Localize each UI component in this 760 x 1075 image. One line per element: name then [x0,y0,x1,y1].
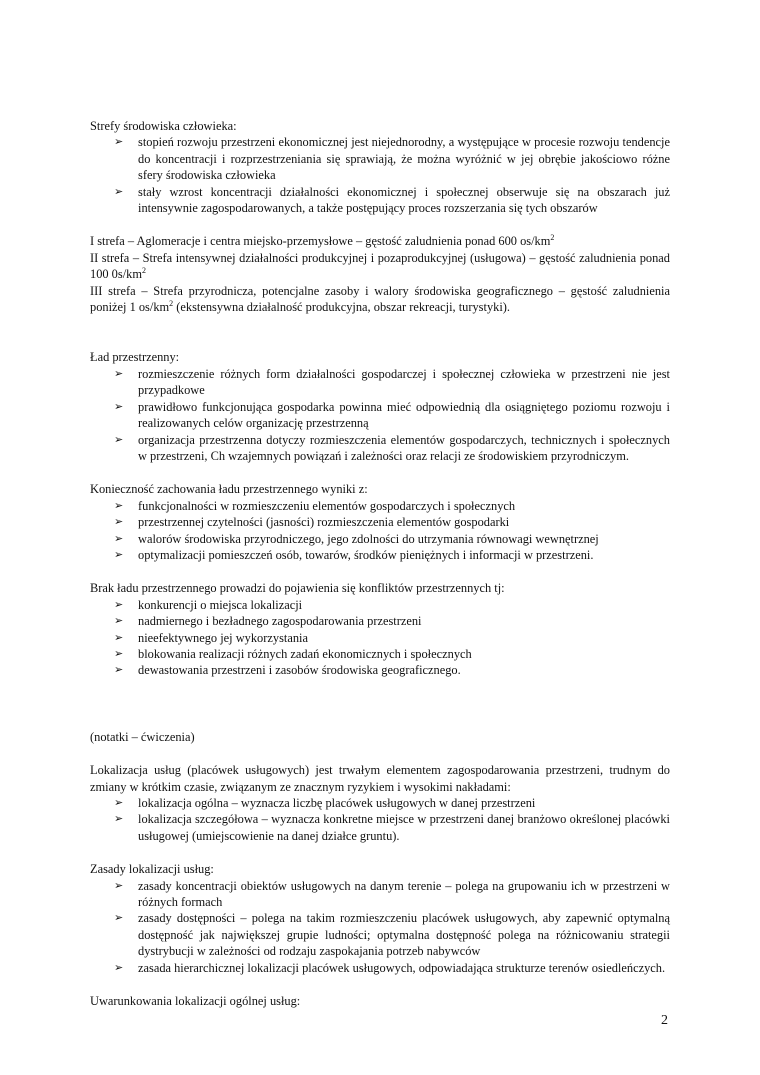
arrow-bullet-icon: ➢ [114,531,124,545]
list-item: ➢ prawidłowo funkcjonująca gospodarka powinna mieć odpowiednią dla osiągniętego poziomu rozwoju i realizowanych celów organizację przestrzenną [114,399,670,431]
arrow-bullet-icon: ➢ [114,498,124,512]
arrow-bullet-icon: ➢ [114,135,124,149]
list-item: ➢ zasada hierarchicznej lokalizacji placówek usługowych, odpowiadająca strukturze terenów osiedleńczych. [114,960,666,975]
arrow-bullet-icon: ➢ [114,663,124,677]
list-item: ➢ blokowania realizacji różnych zadań ekonomicznych i społecznych [114,646,472,661]
list-item: ➢ lokalizacja ogólna – wyznacza liczbę placówek usługowych w danej przestrzeni [114,796,536,810]
list-item: ➢ funkcjonalności w rozmieszczeniu elementów gospodarczych i społecznych [114,498,516,513]
section-heading-strefy: Strefy środowiska człowieka: [90,119,237,133]
arrow-bullet-icon: ➢ [114,614,124,628]
list-item: ➢ lokalizacja szczegółowa – wyznacza konkretne miejsce w przestrzeni danej branżowo określonej placówki usługowej (umiejscowienie na danej działce gruntu). [114,812,670,843]
list-item: ➢ optymalizacji pomieszczeń osób, towarów, środków pieniężnych i informacji w przestrzeni. [114,547,594,562]
section-heading-koniecznosc: Konieczność zachowania ładu przestrzennego wyniki z: [90,482,368,497]
list-zasady [90,878,670,976]
section-heading-uwarunkowania: Uwarunkowania lokalizacji ogólnej usług: [90,994,301,1009]
page-number: 2 [661,1013,668,1028]
list-item: ➢ stały wzrost koncentracji działalności ekonomicznej i społecznej obserwuje się na obszarach już intensywnie zagospodarowanych, a także postępujący proces rozszerzania się tych obszarów [114,184,670,216]
list-item: ➢ stopień rozwoju przestrzeni ekonomicznej jest niejednorodny, a występujące w procesie rozwoju tendencje do koncentracji i rozprzestrzeniania się sprawiają, że można wyróżnić w jej obrębie jakościowo różne sfery środowiska człowieka [114,135,670,183]
list-item: ➢ przestrzennej czytelności (jasności) rozmieszczenia elementów gospodarki [114,515,510,530]
arrow-bullet-icon: ➢ [114,796,124,809]
list-item: ➢ dewastowania przestrzeni i zasobów środowiska geograficznego. [114,663,461,678]
zone-1-paragraph: I strefa – Aglomeracje i centra miejsko-przemysłowe – gęstość zaludnienia ponad 600 $os/km^2$ [90,233,555,249]
arrow-bullet-icon: ➢ [114,515,124,529]
document-page [90,118,670,1009]
list-brak [90,597,670,679]
arrow-bullet-icon: ➢ [114,184,124,198]
notes-heading: (notatki – ćwiczenia) [90,729,195,744]
arrow-bullet-icon: ➢ [114,911,124,925]
list-lokalizacja [90,795,670,844]
arrow-bullet-icon: ➢ [114,597,124,611]
arrow-bullet-icon: ➢ [114,547,124,561]
list-item: ➢ zasady dostępności – polega na takim rozmieszczeniu placówek usługowych, aby zapewnić optymalną dostępność jak największej grupie ludności; optymalna dostępność polega na różnicowaniu strategii dystrybucji w zależności od rodzaju zaspokajania potrzeb nabywców [114,911,670,959]
list-item: ➢ zasady koncentracji obiektów usługowych na danym terenie – polega na grupowaniu ich w przestrzeni w różnych formach [114,878,670,910]
list-strefy [90,134,670,216]
arrow-bullet-icon: ➢ [114,630,124,644]
list-koniecznosc [90,498,670,564]
arrow-bullet-icon: ➢ [114,646,124,660]
arrow-bullet-icon: ➢ [114,878,124,892]
arrow-bullet-icon: ➢ [114,366,124,380]
section-heading-lad: Ład przestrzenny: [90,350,180,365]
list-item: ➢ nieefektywnego jej wykorzystania [114,630,308,645]
zone-3-paragraph: III strefa – Strefa przyrodnicza, potencjalne zasoby i walory środowiska geograficznego – gęstość zaludnienia poniżej 1 $os/km^2$ (ekstensywna działalność produkcyjna, obszar rekreacji, turystyki). [90,283,670,315]
section-heading-brak: Brak ładu przestrzennego prowadzi do pojawienia się konfliktów przestrzennych tj: [90,581,505,596]
section-heading-zasady: Zasady lokalizacji usług: [90,862,214,877]
arrow-bullet-icon: ➢ [114,812,124,826]
zone-2-paragraph: II strefa – Strefa intensywnej działalności produkcyjnej i pozaprodukcyjnej (usługowa) – gęstość zaludnienia ponad 100 $0s/km^2$ [90,250,670,282]
list-item: ➢ rozmieszczenie różnych form działalności gospodarczej i społecznej człowieka w przestrzeni nie jest przypadkowe [114,366,670,398]
list-item: ➢ walorów środowiska przyrodniczego, jego zdolności do utrzymania równowagi wewnętrznej [114,531,599,546]
list-lad [90,366,670,464]
arrow-bullet-icon: ➢ [114,432,124,446]
lokalizacja-intro: Lokalizacja usług (placówek usługowych) jest trwałym elementem zagospodarowania przestrzeni, trudnym do zmiany w krótkim czasie, związanym ze znacznym ryzykiem i wysokimi nakładami: [90,763,670,794]
list-item: ➢ organizacja przestrzenna dotyczy rozmieszczenia elementów gospodarczych, technicznych i społecznych w przestrzeni, Ch wzajemnych powiązań i zależności oraz relacji ze środowiskiem przyrodniczym. [114,432,670,463]
arrow-bullet-icon: ➢ [114,960,124,974]
list-item: ➢ nadmiernego i bezładnego zagospodarowania przestrzeni [114,614,422,629]
arrow-bullet-icon: ➢ [114,399,124,413]
list-item: ➢ konkurencji o miejsca lokalizacji [114,597,303,612]
